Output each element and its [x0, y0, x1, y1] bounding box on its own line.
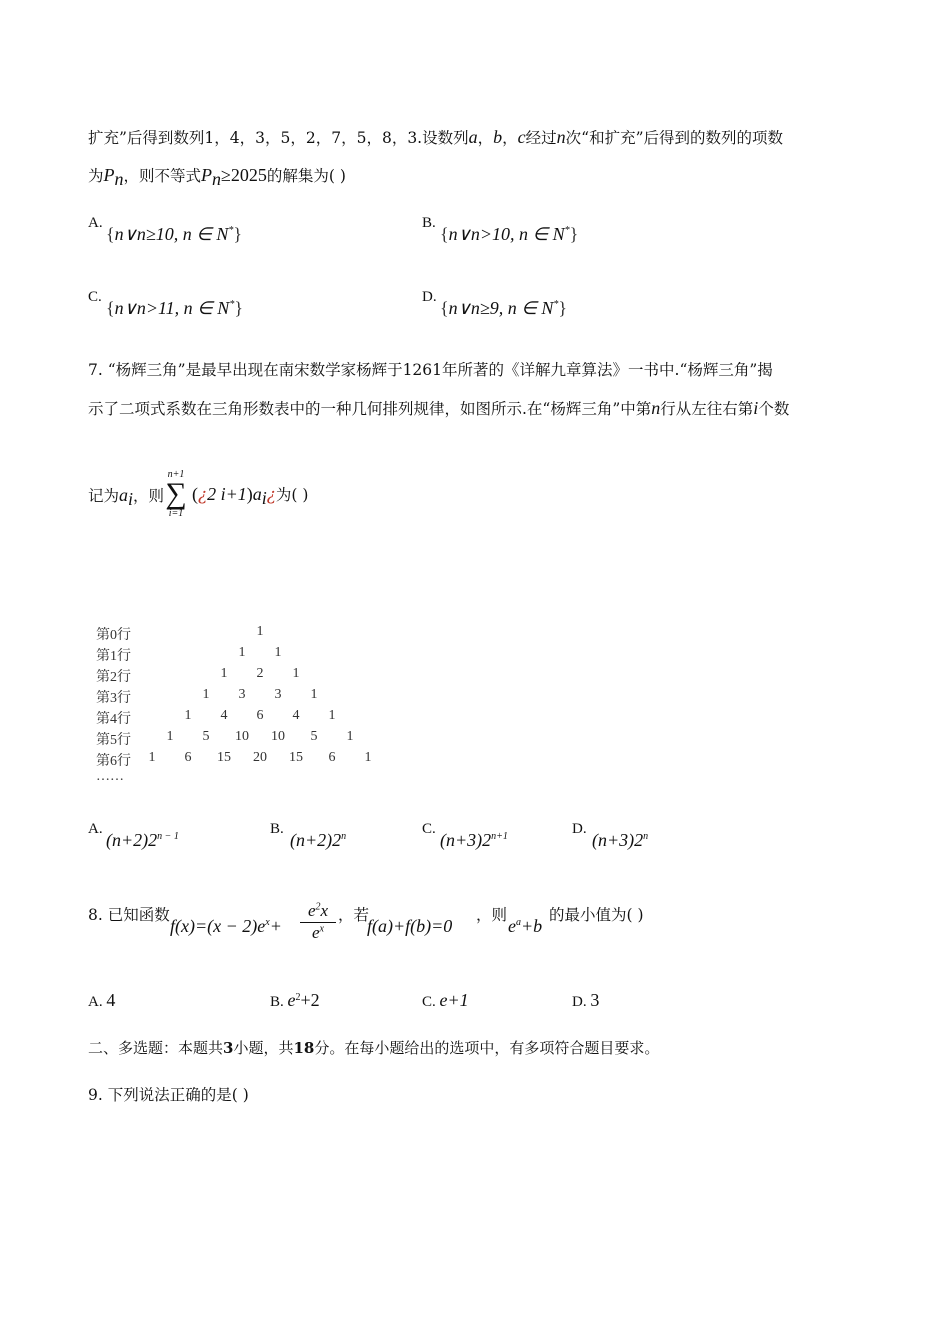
triangle-value: 4: [292, 708, 300, 723]
q8-function: [170, 916, 282, 938]
var-a: a: [468, 127, 478, 147]
den-e: e: [312, 923, 320, 942]
yanghui-triangle-figure: [96, 624, 386, 794]
q7-option-d[interactable]: [592, 830, 648, 851]
var-b: b: [493, 127, 503, 147]
q8-condition: f(a)+f(b)=0: [367, 916, 453, 936]
exponent: n: [643, 831, 649, 842]
exponent: n+1: [491, 831, 508, 842]
triangle-row: [96, 687, 386, 707]
q6-option-c-label[interactable]: C.: [88, 289, 102, 305]
exponent: n: [341, 831, 347, 842]
var-i: i: [753, 398, 759, 418]
triangle-value: 1: [364, 750, 372, 765]
q6-option-b-label[interactable]: B.: [422, 215, 436, 231]
triangle-value: 1: [238, 645, 246, 660]
q8-fraction: [300, 901, 336, 943]
sum-term: 2 i+1: [207, 484, 247, 504]
q7-text: 为( ): [275, 486, 309, 504]
q7-option-b-label[interactable]: B.: [270, 821, 284, 837]
star: *: [229, 299, 235, 310]
q6-text: 的解集为( ): [266, 167, 346, 185]
q9-text: 9. 下列说法正确的是( ): [88, 1086, 249, 1104]
q7-text-line2: [88, 398, 789, 420]
option-label: A.: [88, 994, 103, 1010]
star: *: [553, 299, 559, 310]
exponent: 2: [315, 901, 321, 913]
option-math: e+1: [439, 990, 469, 1010]
frac-numerator: [300, 901, 336, 923]
triangle-value: 4: [220, 708, 228, 723]
triangle-row-label: 第6行: [96, 754, 131, 769]
q8-option-d[interactable]: [572, 990, 599, 1011]
q6-option-a[interactable]: [106, 224, 242, 245]
var-a: a: [119, 485, 129, 505]
triangle-value: 3: [238, 687, 246, 702]
star: *: [564, 225, 570, 236]
triangle-value: 1: [346, 729, 354, 744]
triangle-value: 5: [202, 729, 210, 744]
q6-text: 扩充”后得到数列1，4，3，5，2，7，5，8，3.设数列: [88, 129, 469, 147]
triangle-row-label: 第0行: [96, 628, 131, 643]
var-n: n: [556, 127, 566, 147]
sub-i: i: [128, 489, 134, 510]
triangle-row-label: 第4行: [96, 712, 131, 727]
brace-close: }: [558, 298, 568, 318]
q7-text: 示了二项式系数在三角形数表中的一种几何排列规律，如图所示.在“杨辉三角”中第: [88, 400, 652, 418]
q8-prefix: 8. 已知函数: [88, 906, 170, 924]
triangle-row: [96, 729, 386, 749]
q8-mid: ，若: [338, 906, 370, 924]
heading-text: 分。在每小题给出的选项中，有多项符合题目要求。: [314, 1039, 660, 1057]
triangle-row: [96, 624, 386, 644]
paren-open: (: [192, 484, 198, 504]
option-math: (n+2)2: [106, 830, 158, 850]
triangle-row: [96, 645, 386, 665]
triangle-row: [96, 666, 386, 686]
q7-text: 个数: [758, 400, 790, 418]
var-P: P: [103, 165, 115, 185]
q7-option-b[interactable]: [290, 830, 346, 851]
option-math: n∨n>10, n ∈ N: [448, 224, 565, 244]
q7-text-line3-start: [88, 485, 164, 511]
q6-text-line2: [88, 165, 346, 191]
q7-option-d-label[interactable]: D.: [572, 821, 587, 837]
brace-open: {: [106, 224, 115, 244]
triangle-value: 1: [148, 750, 156, 765]
triangle-value: 6: [328, 750, 336, 765]
brace-open: {: [106, 298, 115, 318]
q8-option-c[interactable]: [422, 990, 469, 1011]
q6-text: 经过: [525, 129, 557, 147]
var-n: n: [651, 398, 661, 418]
star: *: [228, 225, 234, 236]
brace-open: {: [440, 224, 449, 244]
heading-score: 18: [293, 1039, 315, 1057]
option-math: n∨n≥10, n ∈ N: [114, 224, 229, 244]
triangle-value: 15: [289, 750, 303, 765]
sum-lower: i=1: [168, 508, 184, 519]
q7-text: 记为: [88, 487, 120, 505]
triangle-row-label: 第1行: [96, 649, 131, 664]
option-math: 4: [106, 990, 116, 1010]
sigma-icon: ∑: [165, 477, 187, 510]
triangle-value: 1: [202, 687, 210, 702]
triangle-value: 20: [253, 750, 267, 765]
sub-i: i: [261, 488, 267, 509]
brace-close: }: [233, 224, 243, 244]
option-math-tail: +2: [300, 990, 320, 1010]
exponent: 2: [295, 992, 301, 1003]
q7-text: 行从左往右第: [660, 400, 754, 418]
sep: ，: [477, 129, 494, 147]
frac-denominator: [300, 923, 336, 943]
num-e: e: [307, 901, 316, 920]
q7-text: ，则: [133, 487, 165, 505]
triangle-value: 1: [220, 666, 228, 681]
q6-option-d[interactable]: [440, 298, 567, 319]
target-b: +b: [521, 916, 543, 936]
exponent: x: [265, 917, 270, 928]
exponent: a: [516, 917, 521, 928]
q6-option-a-label[interactable]: A.: [88, 215, 103, 231]
sum-symbol: [164, 469, 188, 519]
num-x: x: [320, 901, 329, 920]
q7-option-a[interactable]: [106, 830, 179, 851]
q7-text-line1: 7. “杨辉三角”是最早出现在南宋数学家杨辉于1261年所著的《详解九章算法》一书中.“杨辉三角”揭: [88, 361, 773, 379]
q8-option-b[interactable]: [270, 990, 320, 1011]
triangle-value: 1: [166, 729, 174, 744]
triangle-value: 1: [256, 624, 264, 639]
q6-text-line1: [88, 127, 783, 149]
q7-option-a-label[interactable]: A.: [88, 821, 103, 837]
brace-open: {: [440, 298, 449, 318]
triangle-value: 1: [310, 687, 318, 702]
option-label: B.: [270, 994, 284, 1010]
q8-mid2: ，则: [476, 906, 508, 924]
option-math: n∨n>11, n ∈ N: [114, 298, 230, 318]
var-a: a: [252, 484, 262, 504]
triangle-value: 1: [328, 708, 336, 723]
sep: ，: [502, 129, 518, 147]
exponent: x: [319, 923, 324, 935]
triangle-value: 2: [256, 666, 264, 681]
garbled-char: ¿: [266, 485, 276, 505]
triangle-value: 6: [184, 750, 192, 765]
option-math: n∨n≥9, n ∈ N: [448, 298, 554, 318]
section-heading: [88, 1039, 659, 1057]
var-P: P: [201, 165, 213, 185]
triangle-value: 1: [184, 708, 192, 723]
triangle-row: [96, 750, 386, 770]
triangle-value: 15: [217, 750, 231, 765]
sum-upper: n+1: [167, 469, 185, 480]
garbled-char: ¿: [198, 485, 208, 505]
triangle-value: 3: [274, 687, 282, 702]
triangle-value: 1: [274, 645, 282, 660]
option-math: (n+3)2: [592, 830, 644, 850]
func-expr: f(x)=(x − 2)e: [170, 916, 266, 936]
sub-n: n: [212, 169, 222, 190]
heading-count: 3: [223, 1039, 234, 1057]
target-e: e: [508, 916, 516, 936]
triangle-value: 6: [256, 708, 264, 723]
var-c: c: [517, 127, 526, 147]
triangle-ellipsis: ……: [96, 769, 124, 784]
plus: +: [269, 916, 282, 936]
q7-option-c[interactable]: [440, 830, 508, 851]
exponent: n − 1: [157, 831, 179, 842]
triangle-row-label: 第2行: [96, 670, 131, 685]
q7-option-c-label[interactable]: C.: [422, 821, 436, 837]
option-label: C.: [422, 994, 436, 1010]
triangle-value: 5: [310, 729, 318, 744]
option-math: e: [287, 990, 296, 1010]
triangle-row-label: 第5行: [96, 733, 131, 748]
option-math: (n+3)2: [440, 830, 492, 850]
brace-close: }: [234, 298, 243, 318]
brace-close: }: [569, 224, 579, 244]
triangle-row: [96, 708, 386, 728]
paren-close: ): [246, 484, 253, 504]
q6-text: 为: [88, 167, 104, 185]
q6-text: ，则不等式: [123, 167, 202, 185]
q8-option-a[interactable]: [88, 990, 115, 1011]
inequality: ≥2025: [221, 165, 267, 185]
triangle-value: 1: [292, 666, 300, 681]
triangle-value: 10: [235, 729, 249, 744]
triangle-row-label: 第3行: [96, 691, 131, 706]
q6-option-b[interactable]: [440, 224, 578, 245]
triangle-value: 10: [271, 729, 285, 744]
option-math: (n+2)2: [290, 830, 342, 850]
option-math: 3: [590, 990, 600, 1010]
q6-option-c[interactable]: [106, 298, 243, 319]
q8-target: [508, 916, 542, 938]
q6-text: 次“和扩充”后得到的数列的项数: [565, 129, 784, 147]
sub-n: n: [114, 169, 124, 190]
q8-suffix: 的最小值为( ): [549, 906, 644, 924]
heading-text: 小题，共: [233, 1039, 294, 1057]
q6-option-d-label[interactable]: D.: [422, 289, 437, 305]
heading-text: 二、多选题：本题共: [88, 1039, 224, 1057]
option-label: D.: [572, 994, 587, 1010]
q7-sum-expression: [192, 484, 308, 510]
